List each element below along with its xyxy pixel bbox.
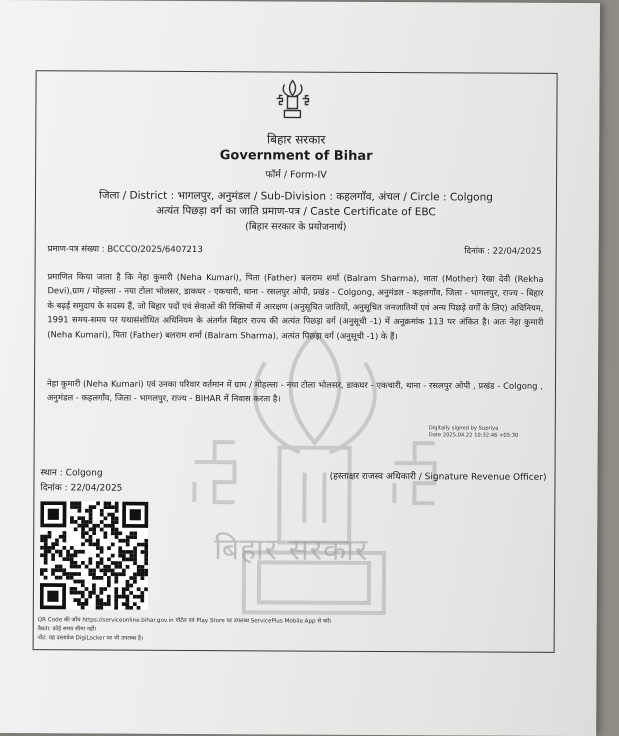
certification-paragraph: प्रमाणित किया जाता है कि नेहा कुमारी (Neha Kumari), पिता (Father) बलराम शर्मा (Balram Sharma), माता (Mother) रेखा देवी (Rekha Devi),ग्राम / मोहल्ला - नया टोला भोलसर, डाकघर - एकचारी, थाना - रसलपुर ओपी, प्रखंड - Colgong, अनुमंडल - कहलगाँव, जिला - भागलपुर, राज्य - बिहार के बढ़ई समुदाय के सदस्य हैं, जो बिहार पदों एवं सेवाओं की रिक्तियों में आरक्षण (अनुसूचित जातियों, अनुसूचित जनजातियों एवं अन्य पिछड़े वर्गों के लिए) अधिनियम, 1991 समय-समय पर यथासंशोधित अधिनियम के अंतर्गत बिहार राज्य की अत्यंत पिछड़ा वर्ग (अनुसूची -1) में अनुक्रमांक 113 पर अंकित है। अतः नेहा कुमारी (Neha Kumari), पिता (Father) बलराम शर्मा (Balram Sharma), अत्यंत पिछड़ा वर्ग (अनुसूची -1) के हैं। <box>47 271 544 341</box>
certificate-date: दिनांक : 22/04/2025 <box>464 246 542 257</box>
residence-paragraph: नेहा कुमारी (Neha Kumari) एवं उनका परिवार वर्तमान में ग्राम / मोहल्ला - नया टोला भोलसर, डाकघर - एकचारी, थाना - रसलपुर ओपी , प्रखंड - Colgong , अनुमंडल - कहलगाँव, जिला - भागलपुर, राज्य - BIHAR में निवास करता है। <box>46 378 544 404</box>
signature-revenue-officer: (हस्ताक्षर राजस्व अधिकारी / Signature Revenue Officer) <box>329 471 547 483</box>
certificate-number: प्रमाण-पत्र संख्या : BCCCO/2025/6407213 <box>47 244 203 256</box>
qr-code-icon[interactable] <box>40 501 149 610</box>
form-number: फॉर्म / Form-IV <box>265 169 327 181</box>
certificate-frame <box>33 70 558 653</box>
bihar-emblem-icon <box>274 78 310 120</box>
certificate-purpose: (बिहार सरकार के प्रयोजनार्थ) <box>245 221 347 233</box>
place-label: स्थान : Colgong <box>40 468 103 479</box>
bihar-emblem-watermark <box>184 322 446 643</box>
location-line: जिला / District : भागलपुर, अनुमंडल / Sub-Division : कहलगाँव, अंचल / Circle : Colgong <box>98 189 493 204</box>
digilocker-note: नोट: यह दस्तावेज DigiLocker पर भी उपलब्ध है। <box>37 635 144 642</box>
digital-signature-signer: Digitally signed by Supriya <box>428 425 499 432</box>
watermark-text: बिहार सरकार <box>214 532 369 568</box>
certificate-title: अत्यंत पिछड़ा वर्ग का जाति प्रमाण-पत्र / Caste Certificate of EBC <box>155 204 436 219</box>
digital-signature <box>429 425 519 439</box>
issue-date-label: दिनांक : 22/04/2025 <box>40 483 123 494</box>
state-name-english: Government of Bihar <box>219 148 373 164</box>
state-name-hindi: बिहार सरकार <box>267 132 326 147</box>
validity-note: वैधता: कोई समय सीमा नहीं। <box>37 626 97 633</box>
qr-verification-note: QR Code की जाँच https://serviceonline.bihar.gov.in पोर्टल एवं Play Store पर उपलब्ध ServicePlus Mobile App से करें। <box>37 617 332 625</box>
digital-signature-date: Date 2025.04.22 10:32:46 +05:30 <box>428 432 519 439</box>
